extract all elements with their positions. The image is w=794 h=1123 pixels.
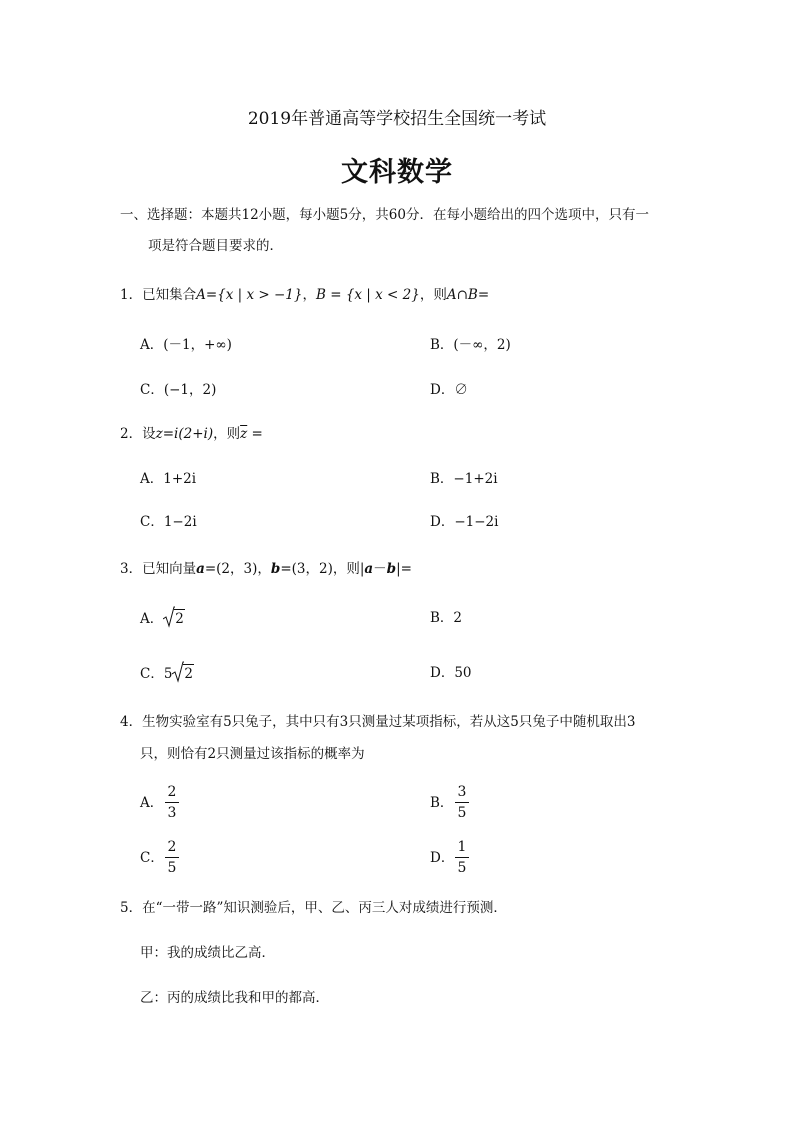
q3-option-c xyxy=(140,664,194,683)
sqrt-expression xyxy=(163,609,185,628)
q3-option-a xyxy=(140,609,185,628)
question-text: 生物实验室有5只兔子，其中只有3只测量过某项指标，若从这5只兔子中随机取出3 xyxy=(142,714,636,730)
question-text: 已知集合 xyxy=(142,287,197,303)
exam-subtitle: 文科数学 xyxy=(341,157,453,188)
radicand: 2 xyxy=(184,666,194,682)
q4-option-c-fraction xyxy=(165,839,179,877)
q1-option-b: B．(－∞，2) xyxy=(430,337,511,353)
fraction-bar xyxy=(455,857,469,858)
radical-sign-icon xyxy=(172,661,184,683)
question-number: 4． xyxy=(120,714,143,730)
fraction-bar xyxy=(165,802,179,803)
question-text: ，则 xyxy=(213,426,241,442)
vector-a-value: =(2，3)， xyxy=(204,561,271,577)
question-number: 5． xyxy=(120,900,143,916)
fraction-bar xyxy=(455,802,469,803)
q2-option-b: B．−1+2i xyxy=(430,471,498,487)
question-number: 2． xyxy=(120,426,143,442)
norm-end: |= xyxy=(396,561,412,577)
separator: ， xyxy=(302,287,316,303)
q3-option-b: B．2 xyxy=(430,610,463,626)
equals-sign: = xyxy=(247,426,263,442)
numerator: 3 xyxy=(457,784,467,800)
q2-option-c: C．1−2i xyxy=(140,514,197,530)
z-expression: z=i(2+i) xyxy=(155,426,214,442)
exam-title: 2019年普通高等学校招生全国统一考试 xyxy=(247,109,547,129)
radicand: 2 xyxy=(175,611,184,627)
denominator: 5 xyxy=(457,805,467,821)
q2-option-d: D．−1−2i xyxy=(430,514,499,530)
question-2 xyxy=(120,425,263,443)
q4-option-a-label: A． xyxy=(140,795,164,811)
question-4-line1 xyxy=(120,713,635,731)
section-heading-line1: 一、选择题：本题共12小题，每小题5分，共60分．在每小题给出的四个选项中，只有一 xyxy=(120,207,649,223)
sqrt-expression xyxy=(172,664,194,683)
q4-option-d-label: D． xyxy=(430,850,455,866)
q4-option-d-fraction xyxy=(455,839,469,877)
vector-b: b xyxy=(270,561,281,577)
q4-option-c-label: C． xyxy=(140,850,164,866)
q1-option-d: D．∅ xyxy=(430,382,468,398)
q3-option-d: D．50 xyxy=(430,665,472,681)
question-1 xyxy=(120,286,489,304)
set-b: B = {x | x < 2} xyxy=(316,287,420,303)
q1-option-c: C．(−1，2) xyxy=(140,382,217,398)
set-a: A={x | x > −1} xyxy=(196,287,303,303)
q2-option-a: A．1+2i xyxy=(140,471,197,487)
question-text: 设 xyxy=(142,426,156,442)
numerator: 2 xyxy=(167,839,177,855)
q4-option-b-label: B． xyxy=(430,795,454,811)
denominator: 3 xyxy=(167,805,177,821)
q1-option-a: A．(－1，+∞) xyxy=(140,337,232,353)
q4-option-a-fraction xyxy=(165,784,179,822)
q4-option-b-fraction xyxy=(455,784,469,822)
minus-sign: － xyxy=(373,561,387,577)
denominator: 5 xyxy=(457,860,467,876)
z-conjugate: $\overline{z}$ xyxy=(240,426,248,442)
question-number: 1． xyxy=(120,287,143,303)
option-label: A． xyxy=(140,611,164,627)
vector-a: a xyxy=(196,561,205,577)
question-number: 3． xyxy=(120,561,143,577)
question-4-line2: 只，则恰有2只测量过该指标的概率为 xyxy=(140,746,365,762)
vector-b-value: =(3，2)，则| xyxy=(280,561,365,577)
section-heading-line2: 项是符合题目要求的． xyxy=(148,238,283,254)
denominator: 5 xyxy=(167,860,177,876)
intersection-expression: A∩B= xyxy=(446,287,490,303)
diff-vector-a: a xyxy=(364,561,374,577)
question-text: ，则 xyxy=(419,287,447,303)
question-text: 在“一带一路”知识测验后，甲、乙、丙三人对成绩进行预测． xyxy=(142,900,507,916)
question-5 xyxy=(120,899,507,917)
q5-statement-yi: 乙：丙的成绩比我和甲的都高． xyxy=(140,990,329,1006)
numerator: 2 xyxy=(167,784,177,800)
option-label: C．5 xyxy=(140,666,173,682)
question-3 xyxy=(120,560,412,578)
fraction-bar xyxy=(165,857,179,858)
numerator: 1 xyxy=(457,839,467,855)
diff-vector-b: b xyxy=(386,561,397,577)
question-text: 已知向量 xyxy=(142,561,197,577)
radical-sign-icon xyxy=(163,606,175,628)
q5-statement-jia: 甲：我的成绩比乙高． xyxy=(140,945,275,961)
